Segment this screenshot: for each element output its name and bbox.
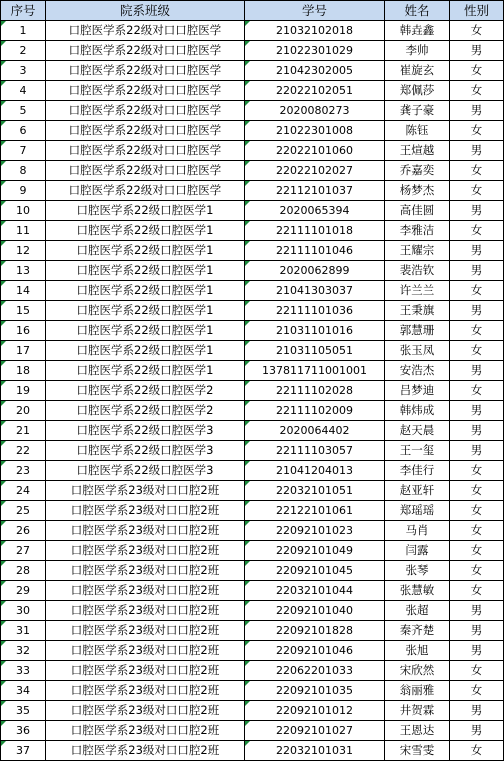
cell-gender[interactable]: 男 bbox=[450, 401, 504, 421]
cell-index[interactable]: 28 bbox=[1, 561, 46, 581]
cell-index[interactable]: 37 bbox=[1, 741, 46, 761]
cell-student-id[interactable]: 22092101023 bbox=[245, 521, 385, 541]
cell-index[interactable]: 29 bbox=[1, 581, 46, 601]
cell-student-id[interactable]: 2020062899 bbox=[245, 261, 385, 281]
cell-class[interactable]: 口腔医学系23级对口口腔2班 bbox=[46, 721, 245, 741]
cell-class[interactable]: 口腔医学系22级口腔医学1 bbox=[46, 361, 245, 381]
cell-name[interactable]: 闫露 bbox=[385, 541, 450, 561]
table-row bbox=[1, 641, 504, 661]
cell-student-id[interactable]: 22111102028 bbox=[245, 381, 385, 401]
cell-name[interactable]: 王一玺 bbox=[385, 441, 450, 461]
cell-name[interactable]: 张慧敏 bbox=[385, 581, 450, 601]
cell-index[interactable]: 6 bbox=[1, 121, 46, 141]
cell-gender[interactable]: 女 bbox=[450, 541, 504, 561]
header-cell-class[interactable]: 院系班级 bbox=[46, 1, 245, 21]
cell-class[interactable]: 口腔医学系22级对口口腔医学 bbox=[46, 101, 245, 121]
cell-name[interactable]: 吕梦迪 bbox=[385, 381, 450, 401]
cell-gender[interactable]: 男 bbox=[450, 441, 504, 461]
table-row bbox=[1, 561, 504, 581]
cell-name[interactable]: 张琴 bbox=[385, 561, 450, 581]
table-row bbox=[1, 121, 504, 141]
table-row bbox=[1, 621, 504, 641]
cell-class[interactable]: 口腔医学系22级对口口腔医学 bbox=[46, 161, 245, 181]
cell-index[interactable]: 2 bbox=[1, 41, 46, 61]
cell-gender[interactable]: 女 bbox=[450, 461, 504, 481]
cell-gender[interactable]: 女 bbox=[450, 741, 504, 761]
table-row bbox=[1, 321, 504, 341]
cell-gender[interactable]: 男 bbox=[450, 141, 504, 161]
cell-name[interactable]: 宋欣然 bbox=[385, 661, 450, 681]
cell-student-id[interactable]: 22111101036 bbox=[245, 301, 385, 321]
cell-student-id[interactable]: 22092101035 bbox=[245, 681, 385, 701]
table-row bbox=[1, 441, 504, 461]
cell-student-id[interactable]: 21031105051 bbox=[245, 341, 385, 361]
cell-student-id[interactable]: 21022301008 bbox=[245, 121, 385, 141]
cell-gender[interactable]: 女 bbox=[450, 321, 504, 341]
cell-gender[interactable]: 男 bbox=[450, 101, 504, 121]
cell-student-id[interactable]: 22092101828 bbox=[245, 621, 385, 641]
table-row bbox=[1, 301, 504, 321]
cell-name[interactable]: 乔嘉奕 bbox=[385, 161, 450, 181]
cell-name[interactable]: 赵亚轩 bbox=[385, 481, 450, 501]
cell-index[interactable]: 20 bbox=[1, 401, 46, 421]
cell-student-id[interactable]: 22062201033 bbox=[245, 661, 385, 681]
cell-student-id[interactable]: 22022101060 bbox=[245, 141, 385, 161]
table-row bbox=[1, 101, 504, 121]
cell-index[interactable]: 16 bbox=[1, 321, 46, 341]
cell-name[interactable]: 安浩杰 bbox=[385, 361, 450, 381]
cell-class[interactable]: 口腔医学系22级口腔医学3 bbox=[46, 441, 245, 461]
cell-class[interactable]: 口腔医学系22级口腔医学3 bbox=[46, 421, 245, 441]
cell-index[interactable]: 31 bbox=[1, 621, 46, 641]
cell-index[interactable]: 26 bbox=[1, 521, 46, 541]
cell-name[interactable]: 马肖 bbox=[385, 521, 450, 541]
cell-index[interactable]: 17 bbox=[1, 341, 46, 361]
cell-name[interactable]: 赵天晨 bbox=[385, 421, 450, 441]
header-cell-gender[interactable]: 性别 bbox=[450, 1, 504, 21]
cell-class[interactable]: 口腔医学系22级口腔医学1 bbox=[46, 341, 245, 361]
cell-gender[interactable]: 男 bbox=[450, 641, 504, 661]
table-row bbox=[1, 501, 504, 521]
cell-gender[interactable]: 女 bbox=[450, 21, 504, 41]
cell-class[interactable]: 口腔医学系23级对口口腔2班 bbox=[46, 601, 245, 621]
cell-class[interactable]: 口腔医学系23级对口口腔2班 bbox=[46, 521, 245, 541]
table-row bbox=[1, 281, 504, 301]
cell-class[interactable]: 口腔医学系23级对口口腔2班 bbox=[46, 501, 245, 521]
cell-student-id[interactable]: 22111101046 bbox=[245, 241, 385, 261]
cell-name[interactable]: 郭慧珊 bbox=[385, 321, 450, 341]
cell-name[interactable]: 王秉旗 bbox=[385, 301, 450, 321]
cell-class[interactable]: 口腔医学系22级对口口腔医学 bbox=[46, 141, 245, 161]
cell-index[interactable]: 12 bbox=[1, 241, 46, 261]
cell-student-id[interactable]: 21042302005 bbox=[245, 61, 385, 81]
table-row bbox=[1, 161, 504, 181]
cell-class[interactable]: 口腔医学系23级对口口腔2班 bbox=[46, 661, 245, 681]
cell-index[interactable]: 5 bbox=[1, 101, 46, 121]
cell-index[interactable]: 25 bbox=[1, 501, 46, 521]
cell-gender[interactable]: 女 bbox=[450, 521, 504, 541]
cell-index[interactable]: 1 bbox=[1, 21, 46, 41]
cell-gender[interactable]: 男 bbox=[450, 261, 504, 281]
table-row bbox=[1, 21, 504, 41]
cell-name[interactable]: 井贺霖 bbox=[385, 701, 450, 721]
table-row bbox=[1, 361, 504, 381]
cell-class[interactable]: 口腔医学系22级口腔医学1 bbox=[46, 201, 245, 221]
cell-name[interactable]: 韩垚鑫 bbox=[385, 21, 450, 41]
cell-student-id[interactable]: 21022301029 bbox=[245, 41, 385, 61]
cell-gender[interactable]: 男 bbox=[450, 301, 504, 321]
cell-name[interactable]: 王耀宗 bbox=[385, 241, 450, 261]
cell-index[interactable]: 22 bbox=[1, 441, 46, 461]
cell-index[interactable]: 35 bbox=[1, 701, 46, 721]
table-row bbox=[1, 341, 504, 361]
cell-name[interactable]: 宋雪雯 bbox=[385, 741, 450, 761]
cell-gender[interactable]: 女 bbox=[450, 481, 504, 501]
cell-name[interactable]: 裴浩钦 bbox=[385, 261, 450, 281]
cell-class[interactable]: 口腔医学系22级对口口腔医学 bbox=[46, 121, 245, 141]
cell-class[interactable]: 口腔医学系22级对口口腔医学 bbox=[46, 181, 245, 201]
cell-name[interactable]: 李雅洁 bbox=[385, 221, 450, 241]
cell-gender[interactable]: 女 bbox=[450, 281, 504, 301]
table-body bbox=[1, 21, 504, 761]
cell-student-id[interactable]: 22092101045 bbox=[245, 561, 385, 581]
cell-gender[interactable]: 女 bbox=[450, 181, 504, 201]
cell-index[interactable]: 18 bbox=[1, 361, 46, 381]
table-row bbox=[1, 541, 504, 561]
table-row bbox=[1, 681, 504, 701]
cell-gender[interactable]: 女 bbox=[450, 561, 504, 581]
cell-index[interactable]: 23 bbox=[1, 461, 46, 481]
table-row bbox=[1, 201, 504, 221]
header-row bbox=[1, 1, 504, 21]
cell-student-id[interactable]: 22112101037 bbox=[245, 181, 385, 201]
cell-gender[interactable]: 女 bbox=[450, 221, 504, 241]
cell-class[interactable]: 口腔医学系22级口腔医学2 bbox=[46, 401, 245, 421]
cell-index[interactable]: 30 bbox=[1, 601, 46, 621]
table-row bbox=[1, 261, 504, 281]
cell-gender[interactable]: 男 bbox=[450, 701, 504, 721]
cell-gender[interactable]: 女 bbox=[450, 381, 504, 401]
cell-index[interactable]: 33 bbox=[1, 661, 46, 681]
cell-gender[interactable]: 女 bbox=[450, 581, 504, 601]
header-cell-index[interactable]: 序号 bbox=[1, 1, 46, 21]
cell-class[interactable]: 口腔医学系22级对口口腔医学 bbox=[46, 61, 245, 81]
table-row bbox=[1, 461, 504, 481]
cell-student-id[interactable]: 2020064402 bbox=[245, 421, 385, 441]
cell-index[interactable]: 36 bbox=[1, 721, 46, 741]
cell-gender[interactable]: 女 bbox=[450, 681, 504, 701]
cell-class[interactable]: 口腔医学系22级对口口腔医学 bbox=[46, 21, 245, 41]
cell-student-id[interactable]: 22032101051 bbox=[245, 481, 385, 501]
cell-name[interactable]: 郑瑶瑶 bbox=[385, 501, 450, 521]
cell-name[interactable]: 张超 bbox=[385, 601, 450, 621]
table-row bbox=[1, 421, 504, 441]
cell-student-id[interactable]: 21032102018 bbox=[245, 21, 385, 41]
cell-class[interactable]: 口腔医学系23级对口口腔2班 bbox=[46, 641, 245, 661]
cell-class[interactable]: 口腔医学系22级对口口腔医学 bbox=[46, 81, 245, 101]
header-cell-name[interactable]: 姓名 bbox=[385, 1, 450, 21]
table-row bbox=[1, 741, 504, 761]
cell-class[interactable]: 口腔医学系22级对口口腔医学 bbox=[46, 41, 245, 61]
cell-name[interactable]: 翁丽雅 bbox=[385, 681, 450, 701]
table-row bbox=[1, 721, 504, 741]
cell-student-id[interactable]: 22032101044 bbox=[245, 581, 385, 601]
cell-student-id[interactable]: 22111103057 bbox=[245, 441, 385, 461]
cell-student-id[interactable]: 22022102027 bbox=[245, 161, 385, 181]
cell-name[interactable]: 龚子豪 bbox=[385, 101, 450, 121]
table-row bbox=[1, 221, 504, 241]
table-row bbox=[1, 181, 504, 201]
cell-index[interactable]: 3 bbox=[1, 61, 46, 81]
cell-index[interactable]: 11 bbox=[1, 221, 46, 241]
cell-gender[interactable]: 男 bbox=[450, 41, 504, 61]
cell-class[interactable]: 口腔医学系22级口腔医学1 bbox=[46, 321, 245, 341]
cell-name[interactable]: 张旭 bbox=[385, 641, 450, 661]
cell-name[interactable]: 李帅 bbox=[385, 41, 450, 61]
table-row bbox=[1, 521, 504, 541]
table-row bbox=[1, 481, 504, 501]
table-row bbox=[1, 661, 504, 681]
cell-student-id[interactable]: 22092101049 bbox=[245, 541, 385, 561]
cell-index[interactable]: 15 bbox=[1, 301, 46, 321]
table-row bbox=[1, 81, 504, 101]
cell-student-id[interactable]: 22122101061 bbox=[245, 501, 385, 521]
table-row bbox=[1, 401, 504, 421]
table-row bbox=[1, 581, 504, 601]
cell-gender[interactable]: 女 bbox=[450, 661, 504, 681]
cell-index[interactable]: 32 bbox=[1, 641, 46, 661]
cell-name[interactable]: 韩炜成 bbox=[385, 401, 450, 421]
cell-gender[interactable]: 男 bbox=[450, 621, 504, 641]
cell-gender[interactable]: 男 bbox=[450, 721, 504, 741]
cell-gender[interactable]: 女 bbox=[450, 121, 504, 141]
cell-gender[interactable]: 女 bbox=[450, 81, 504, 101]
cell-class[interactable]: 口腔医学系23级对口口腔2班 bbox=[46, 581, 245, 601]
cell-gender[interactable]: 男 bbox=[450, 361, 504, 381]
cell-name[interactable]: 张玉凤 bbox=[385, 341, 450, 361]
cell-name[interactable]: 杨梦杰 bbox=[385, 181, 450, 201]
cell-student-id[interactable]: 21041303037 bbox=[245, 281, 385, 301]
cell-name[interactable]: 陈钰 bbox=[385, 121, 450, 141]
cell-index[interactable]: 13 bbox=[1, 261, 46, 281]
cell-index[interactable]: 10 bbox=[1, 201, 46, 221]
cell-name[interactable]: 崔旋玄 bbox=[385, 61, 450, 81]
cell-gender[interactable]: 女 bbox=[450, 501, 504, 521]
cell-class[interactable]: 口腔医学系23级对口口腔2班 bbox=[46, 561, 245, 581]
cell-student-id[interactable]: 22092101040 bbox=[245, 601, 385, 621]
table-row bbox=[1, 41, 504, 61]
cell-class[interactable]: 口腔医学系22级口腔医学1 bbox=[46, 281, 245, 301]
cell-class[interactable]: 口腔医学系22级口腔医学1 bbox=[46, 221, 245, 241]
cell-name[interactable]: 许兰兰 bbox=[385, 281, 450, 301]
cell-class[interactable]: 口腔医学系23级对口口腔2班 bbox=[46, 481, 245, 501]
cell-student-id[interactable]: 21041204013 bbox=[245, 461, 385, 481]
cell-name[interactable]: 郑佩莎 bbox=[385, 81, 450, 101]
table-row bbox=[1, 601, 504, 621]
cell-class[interactable]: 口腔医学系22级口腔医学1 bbox=[46, 261, 245, 281]
cell-index[interactable]: 34 bbox=[1, 681, 46, 701]
cell-gender[interactable]: 男 bbox=[450, 421, 504, 441]
cell-student-id[interactable]: 22092101046 bbox=[245, 641, 385, 661]
cell-class[interactable]: 口腔医学系22级口腔医学1 bbox=[46, 301, 245, 321]
cell-class[interactable]: 口腔医学系22级口腔医学1 bbox=[46, 241, 245, 261]
cell-index[interactable]: 8 bbox=[1, 161, 46, 181]
cell-name[interactable]: 王煊越 bbox=[385, 141, 450, 161]
cell-class[interactable]: 口腔医学系23级对口口腔2班 bbox=[46, 541, 245, 561]
cell-class[interactable]: 口腔医学系23级对口口腔2班 bbox=[46, 741, 245, 761]
cell-gender[interactable]: 女 bbox=[450, 341, 504, 361]
cell-index[interactable]: 19 bbox=[1, 381, 46, 401]
table-row bbox=[1, 701, 504, 721]
cell-index[interactable]: 4 bbox=[1, 81, 46, 101]
cell-index[interactable]: 7 bbox=[1, 141, 46, 161]
cell-student-id[interactable]: 22032101031 bbox=[245, 741, 385, 761]
cell-name[interactable]: 王恩达 bbox=[385, 721, 450, 741]
cell-student-id[interactable]: 21031101016 bbox=[245, 321, 385, 341]
cell-gender[interactable]: 男 bbox=[450, 601, 504, 621]
cell-student-id[interactable]: 22092101027 bbox=[245, 721, 385, 741]
cell-class[interactable]: 口腔医学系23级对口口腔2班 bbox=[46, 621, 245, 641]
cell-index[interactable]: 24 bbox=[1, 481, 46, 501]
cell-index[interactable]: 9 bbox=[1, 181, 46, 201]
cell-class[interactable]: 口腔医学系22级口腔医学3 bbox=[46, 461, 245, 481]
cell-class[interactable]: 口腔医学系22级口腔医学2 bbox=[46, 381, 245, 401]
cell-index[interactable]: 21 bbox=[1, 421, 46, 441]
cell-name[interactable]: 高佳圆 bbox=[385, 201, 450, 221]
cell-gender[interactable]: 男 bbox=[450, 241, 504, 261]
cell-name[interactable]: 李佳行 bbox=[385, 461, 450, 481]
cell-name[interactable]: 秦齐楚 bbox=[385, 621, 450, 641]
cell-gender[interactable]: 女 bbox=[450, 61, 504, 81]
cell-student-id[interactable]: 22111102009 bbox=[245, 401, 385, 421]
header-cell-student-id[interactable]: 学号 bbox=[245, 1, 385, 21]
cell-student-id[interactable]: 22092101012 bbox=[245, 701, 385, 721]
cell-student-id[interactable]: 2020080273 bbox=[245, 101, 385, 121]
table-row bbox=[1, 381, 504, 401]
cell-gender[interactable]: 女 bbox=[450, 161, 504, 181]
cell-student-id[interactable]: 22111101018 bbox=[245, 221, 385, 241]
table-row bbox=[1, 61, 504, 81]
cell-student-id[interactable]: 2020065394 bbox=[245, 201, 385, 221]
cell-class[interactable]: 口腔医学系23级对口口腔2班 bbox=[46, 681, 245, 701]
cell-class[interactable]: 口腔医学系23级对口口腔2班 bbox=[46, 701, 245, 721]
cell-student-id[interactable]: 137811711001001 bbox=[245, 361, 385, 381]
cell-student-id[interactable]: 22022102051 bbox=[245, 81, 385, 101]
cell-gender[interactable]: 男 bbox=[450, 201, 504, 221]
cell-index[interactable]: 27 bbox=[1, 541, 46, 561]
table-row bbox=[1, 241, 504, 261]
cell-index[interactable]: 14 bbox=[1, 281, 46, 301]
table-row bbox=[1, 141, 504, 161]
